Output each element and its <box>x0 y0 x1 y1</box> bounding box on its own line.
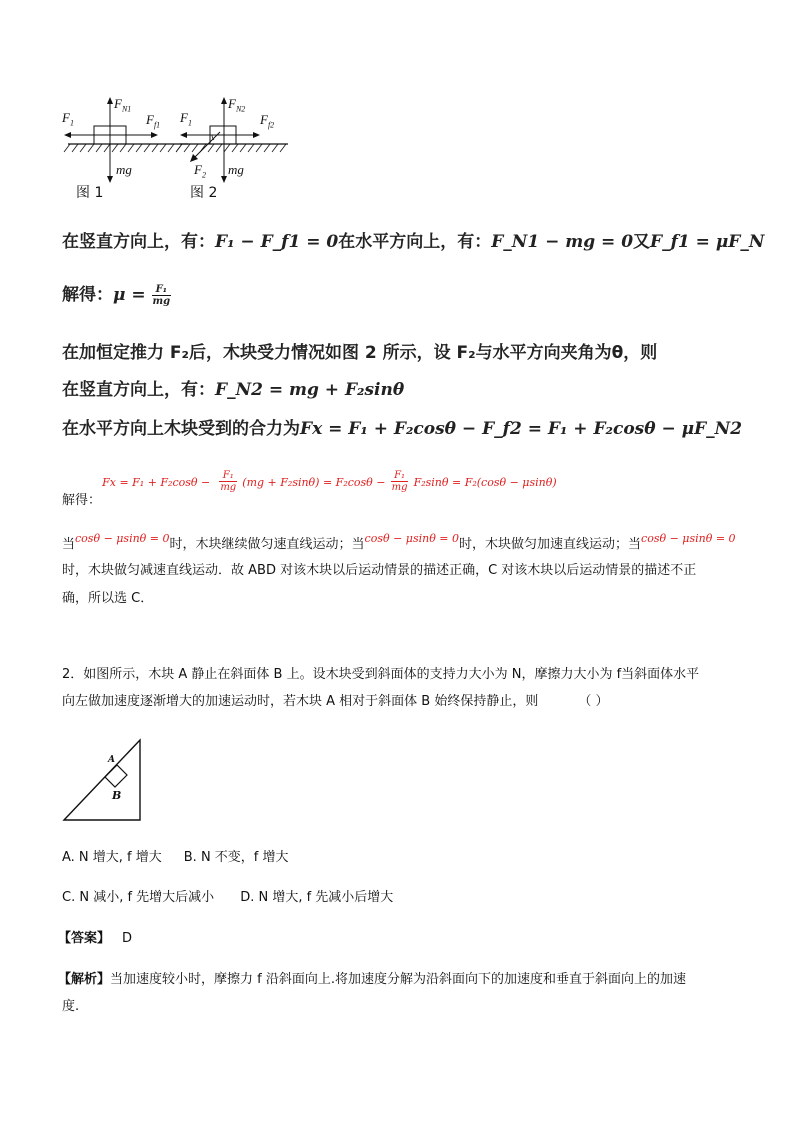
analysis-line-1: 【解析】当加速度较小时，摩擦力 f 沿斜面向上.将加速度分解为沿斜面向下的加速度和垂直于斜面向上的加速 <box>58 972 686 987</box>
answer-bracket: （ ） <box>578 694 609 709</box>
mg-label-2: mg <box>228 162 244 177</box>
conclusion-line-1: 当$^{cos\theta - \mu sin\theta = 0}$时，木块继续做匀速直线运动；当$^{cos\theta - \mu sin\theta = 0}$时，木块做匀加速直线运动；当$^{cos\theta - \mu sin\theta = 0}$ <box>62 532 736 552</box>
option-d[interactable]: D. N 增大, f 先减小后增大 <box>240 890 394 905</box>
answer-value: D <box>122 931 133 946</box>
answer-row <box>58 926 132 952</box>
ff2-label: $F_{f2}$ <box>260 112 275 130</box>
ff1-label: $F_{f1}$ <box>146 112 161 130</box>
options-row-2 <box>62 885 393 911</box>
equation-line-1: 在竖直方向上，有：F₁ − F_f1 = 0在水平方向上，有：F_N1 − mg = 0又F_f1 = μF_N <box>62 232 765 252</box>
incline-diagram <box>60 736 150 826</box>
fn1-label: $F_{N1}$ <box>114 96 132 114</box>
conclusion-line-2: 时，木块做匀减速直线运动．故 ABD 对该木块以后运动情景的描述正确，C 对该木块以后运动情景的描述不正 <box>62 563 697 578</box>
equation-line-5: 在水平方向上木块受到的合力为Fx = F₁ + F₂cosθ − F_f2 = F₁ + F₂cosθ − μF_N2 <box>62 419 743 439</box>
conclusion-line-3: 确，所以选 C． <box>62 591 154 606</box>
question-2-line-1: 2．如图所示，木块 A 静止在斜面体 B 上。设木块受到斜面体的支持力大小为 N，摩擦力大小为 f当斜面体水平 <box>62 667 700 682</box>
f1-label: $F_1$ <box>62 110 74 128</box>
mg-label-1: mg <box>116 162 132 177</box>
mu-fraction: $\frac{\text{F₁}}{mg}$ <box>152 283 171 307</box>
option-b[interactable]: B. N 不变，f 增大 <box>183 850 289 865</box>
question-2-line-2: 向左做加速度逐渐增大的加速运动时，若木块 A 相对于斜面体 B 始终保持静止，则 （ ） <box>62 694 609 709</box>
equation-line-6: $_{解得:}$ Fx = F₁ + F₂cosθ − $\frac{\text{F₁}}{mg}$ (mg + F₂sinθ) = F₂cosθ − $\frac{\text{F₁}}{mg}$ F₂sinθ = F₂(cosθ − μsinθ) <box>62 470 557 508</box>
equation-line-4: 在竖直方向上，有：F_N2 = mg + F₂sinθ <box>62 380 405 400</box>
incline-b-label: B <box>112 789 122 802</box>
block-a-label: A <box>108 755 115 765</box>
option-c[interactable]: C. N 减小, f 先增大后减小 <box>62 890 215 905</box>
fraction-1: $\frac{\text{F₁}}{mg}$ <box>220 470 237 493</box>
fn2-label: $F_{N2}$ <box>228 96 246 114</box>
figure-1-caption: 图 1 <box>76 185 104 201</box>
analysis-line-2: 度. <box>62 999 80 1014</box>
options-row-1 <box>62 845 289 871</box>
f2-label: $F_2$ <box>194 162 206 180</box>
f1-label-2: $F_1$ <box>180 110 192 128</box>
analysis-label: 【解析】 <box>58 972 111 987</box>
option-a[interactable]: A. N 增大, f 增大 <box>62 850 162 865</box>
equation-line-2: 解得：μ = $\frac{\text{F₁}}{mg}$ <box>62 283 171 307</box>
fraction-2: $\frac{\text{F₁}}{mg}$ <box>391 470 408 493</box>
figure-2-caption: 图 2 <box>190 185 218 201</box>
answer-label: 【答案】 <box>58 931 111 946</box>
text-line-3: 在加恒定推力 F₂后，木块受力情况如图 2 所示，设 F₂与水平方向夹角为θ，则 <box>62 343 658 363</box>
